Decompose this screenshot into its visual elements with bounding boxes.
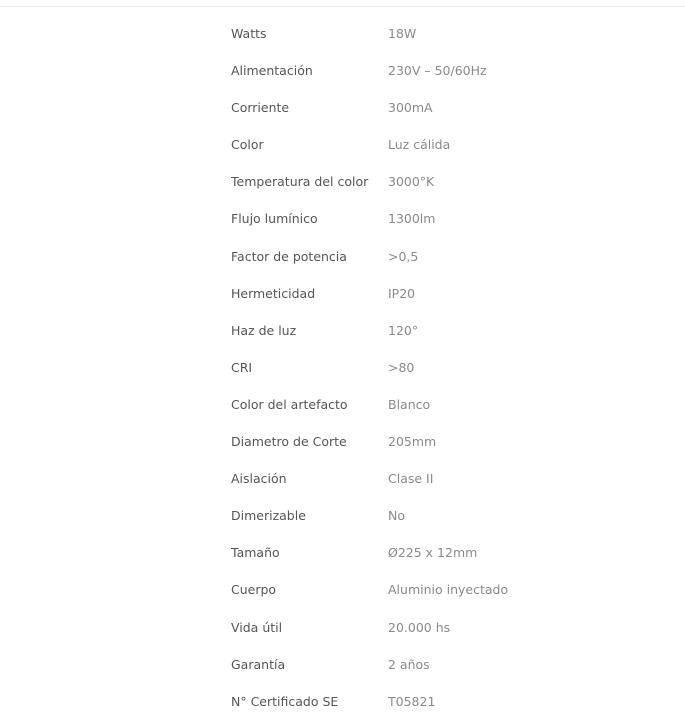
spec-value: 20.000 hs (388, 619, 451, 635)
spec-row-cri (231, 349, 651, 386)
spec-value: No (388, 508, 405, 524)
spec-label: Vida útil (231, 619, 283, 635)
spec-row-hermeticidad (231, 275, 651, 312)
spec-value: Ø225 x 12mm (388, 545, 478, 561)
spec-label: Flujo lumínico (231, 211, 318, 227)
spec-label: Diametro de Corte (231, 434, 347, 450)
spec-row-diametro (231, 423, 651, 460)
spec-value: 2 años (388, 656, 430, 672)
spec-label: Garantía (231, 656, 286, 672)
spec-row-temperatura (231, 163, 651, 200)
spec-row-tamano (231, 534, 651, 571)
spec-label: Aislación (231, 471, 287, 487)
spec-row-corriente (231, 89, 651, 126)
spec-value: >80 (388, 359, 415, 375)
spec-row-flujo (231, 200, 651, 237)
spec-value: Blanco (388, 396, 431, 412)
spec-row-alimentacion (231, 52, 651, 89)
spec-label: Haz de luz (231, 322, 297, 338)
spec-value: T05821 (388, 693, 436, 709)
spec-value: 1300lm (388, 211, 436, 227)
spec-value: >0,5 (388, 248, 419, 264)
spec-label: Watts (231, 26, 267, 41)
spec-value: IP20 (388, 285, 416, 301)
spec-value: 3000°K (388, 174, 435, 190)
spec-label: Color (231, 137, 264, 153)
spec-row-haz (231, 312, 651, 349)
spec-label: Hermeticidad (231, 285, 316, 301)
spec-label: Cuerpo (231, 582, 277, 598)
spec-row-cuerpo (231, 571, 651, 608)
spec-value: 205mm (388, 434, 437, 450)
spec-row-color-artefacto (231, 386, 651, 423)
spec-row-certificado (231, 683, 651, 720)
spec-label: Color del artefacto (231, 396, 348, 412)
spec-value: 230V – 50/60Hz (388, 63, 487, 79)
spec-value: 300mA (388, 100, 433, 116)
spec-value: Aluminio inyectado (388, 582, 509, 598)
spec-value: Luz cálida (388, 137, 451, 153)
spec-row-garantia (231, 646, 651, 683)
spec-row-aislacion (231, 460, 651, 497)
spec-label: Temperatura del color (231, 174, 369, 190)
spec-label: N° Certificado SE (231, 693, 339, 709)
spec-value: 18W (388, 26, 417, 41)
spec-label: Dimerizable (231, 508, 306, 524)
top-divider (0, 6, 685, 7)
spec-row-watts (231, 15, 651, 52)
spec-row-color (231, 126, 651, 163)
spec-label: Alimentación (231, 63, 313, 79)
spec-value: Clase II (388, 471, 434, 487)
spec-row-factor-potencia (231, 238, 651, 275)
spec-value: 120° (388, 322, 419, 338)
spec-label: CRI (231, 359, 253, 375)
spec-row-vida-util (231, 609, 651, 646)
spec-row-dimerizable (231, 497, 651, 534)
spec-label: Factor de potencia (231, 248, 347, 264)
spec-label: Tamaño (231, 545, 280, 561)
specifications-table (231, 15, 651, 720)
spec-label: Corriente (231, 100, 290, 116)
